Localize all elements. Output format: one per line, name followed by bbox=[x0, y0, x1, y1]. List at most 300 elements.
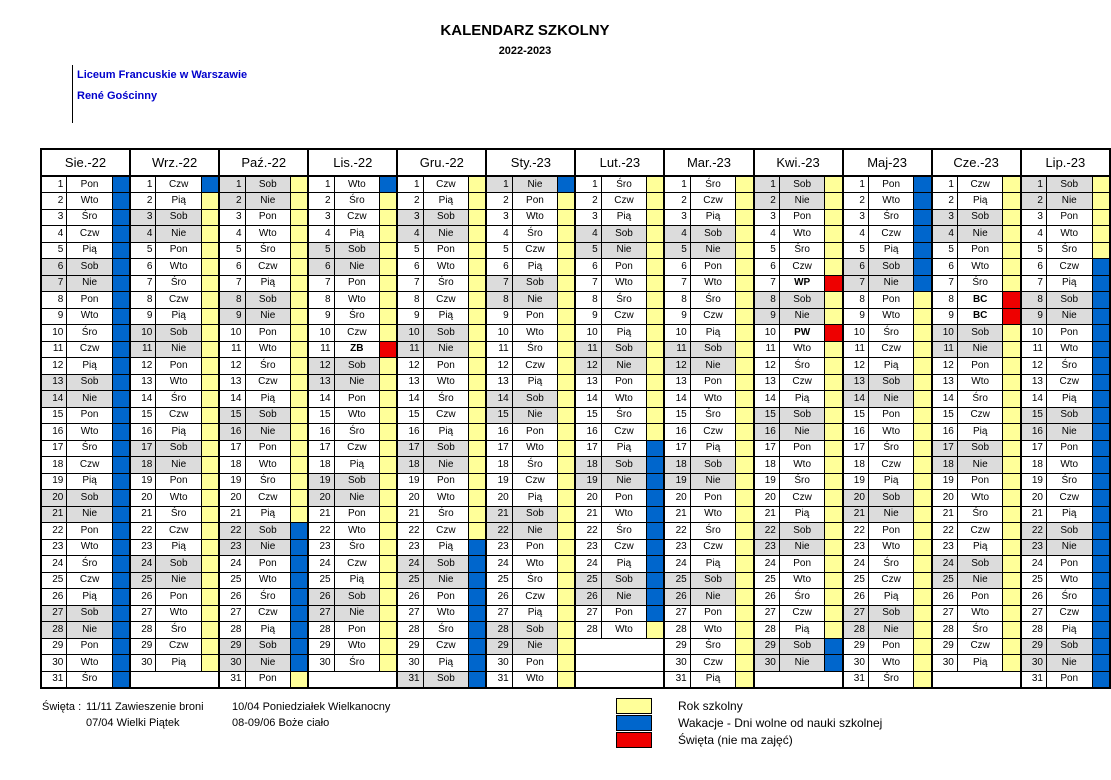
day-number: 3 bbox=[397, 209, 423, 226]
day-name: Pią bbox=[957, 193, 1003, 210]
day-row bbox=[41, 440, 1110, 457]
status-cell bbox=[380, 209, 398, 226]
day-name: Nie bbox=[423, 226, 469, 243]
day-number: 4 bbox=[1021, 226, 1047, 243]
day-name: Pon bbox=[690, 605, 736, 622]
month-header: Paź.-22 bbox=[219, 149, 308, 176]
status-cell bbox=[201, 226, 219, 243]
status-cell bbox=[112, 292, 130, 309]
day-row bbox=[41, 275, 1110, 292]
day-name: Pon bbox=[957, 242, 1003, 259]
day-name: Nie bbox=[512, 638, 558, 655]
day-name: Czw bbox=[423, 407, 469, 424]
day-name: Nie bbox=[156, 457, 202, 474]
day-number: 7 bbox=[1021, 275, 1047, 292]
status-cell bbox=[201, 209, 219, 226]
day-name: Wto bbox=[334, 638, 380, 655]
day-name: Pią bbox=[512, 259, 558, 276]
day-number: 4 bbox=[664, 226, 690, 243]
day-number: 10 bbox=[932, 325, 958, 342]
status-cell bbox=[201, 407, 219, 424]
day-number: 26 bbox=[486, 589, 512, 606]
day-number: 29 bbox=[932, 638, 958, 655]
day-number: 7 bbox=[41, 275, 67, 292]
day-number: 1 bbox=[130, 176, 156, 193]
day-number: 21 bbox=[41, 506, 67, 523]
day-name: Śro bbox=[957, 275, 1003, 292]
day-name: Wto bbox=[957, 490, 1003, 507]
status-cell bbox=[914, 622, 932, 639]
status-cell bbox=[1092, 671, 1110, 688]
day-name: Nie bbox=[601, 589, 647, 606]
status-cell bbox=[380, 341, 398, 358]
day-number: 30 bbox=[397, 655, 423, 672]
day-number: 20 bbox=[754, 490, 780, 507]
status-cell bbox=[1092, 407, 1110, 424]
day-name: Śro bbox=[1046, 589, 1092, 606]
day-name: Pią bbox=[512, 374, 558, 391]
day-number: 10 bbox=[664, 325, 690, 342]
status-cell bbox=[736, 457, 754, 474]
day-number: 4 bbox=[219, 226, 245, 243]
status-cell bbox=[291, 391, 309, 408]
day-name: Wto bbox=[1046, 572, 1092, 589]
day-number: 27 bbox=[308, 605, 334, 622]
day-number: 20 bbox=[1021, 490, 1047, 507]
day-number: 6 bbox=[664, 259, 690, 276]
day-number: 28 bbox=[754, 622, 780, 639]
status-cell bbox=[469, 374, 487, 391]
day-number: 25 bbox=[664, 572, 690, 589]
day-name: Pon bbox=[423, 358, 469, 375]
day-name: Śro bbox=[245, 358, 291, 375]
day-name: Pon bbox=[245, 440, 291, 457]
day-name: Sob bbox=[67, 605, 113, 622]
status-cell bbox=[914, 226, 932, 243]
day-number: 8 bbox=[308, 292, 334, 309]
status-cell bbox=[1092, 374, 1110, 391]
status-cell bbox=[1003, 226, 1021, 243]
day-number: 1 bbox=[575, 176, 601, 193]
day-name: Sob bbox=[779, 407, 825, 424]
status-cell bbox=[1003, 523, 1021, 540]
status-cell bbox=[112, 391, 130, 408]
day-name: Pon bbox=[67, 407, 113, 424]
day-name: Pią bbox=[156, 539, 202, 556]
day-number: 17 bbox=[754, 440, 780, 457]
status-cell bbox=[291, 457, 309, 474]
day-row bbox=[41, 424, 1110, 441]
day-name: Czw bbox=[957, 407, 1003, 424]
day-name: Sob bbox=[423, 556, 469, 573]
day-number: 19 bbox=[308, 473, 334, 490]
day-name: Pon bbox=[512, 308, 558, 325]
day-number: 15 bbox=[41, 407, 67, 424]
day-number: 15 bbox=[219, 407, 245, 424]
day-number: 8 bbox=[1021, 292, 1047, 309]
day-row bbox=[41, 407, 1110, 424]
status-cell bbox=[736, 556, 754, 573]
day-number: 1 bbox=[664, 176, 690, 193]
status-cell bbox=[558, 193, 576, 210]
day-name: Czw bbox=[868, 341, 913, 358]
day-number: 23 bbox=[843, 539, 869, 556]
status-cell bbox=[914, 325, 932, 342]
day-name: Śro bbox=[779, 473, 825, 490]
day-name: Śro bbox=[512, 572, 558, 589]
day-number: 17 bbox=[932, 440, 958, 457]
day-name: Pią bbox=[67, 242, 113, 259]
day-number: 17 bbox=[308, 440, 334, 457]
day-number: 1 bbox=[843, 176, 869, 193]
day-name: Wto bbox=[868, 424, 913, 441]
day-row bbox=[41, 622, 1110, 639]
school-name: Liceum Francuskie w Warszawie bbox=[77, 69, 248, 81]
empty-day-cell bbox=[130, 671, 219, 688]
day-name: Pon bbox=[67, 292, 113, 309]
day-number: 14 bbox=[486, 391, 512, 408]
day-number: 7 bbox=[130, 275, 156, 292]
day-name: Śro bbox=[334, 308, 380, 325]
day-number: 16 bbox=[41, 424, 67, 441]
day-name: Nie bbox=[67, 622, 113, 639]
status-cell bbox=[914, 655, 932, 672]
status-cell bbox=[1003, 556, 1021, 573]
day-row bbox=[41, 490, 1110, 507]
status-cell bbox=[201, 589, 219, 606]
status-cell bbox=[558, 556, 576, 573]
day-name: Nie bbox=[601, 473, 647, 490]
day-name: Czw bbox=[868, 226, 913, 243]
status-cell bbox=[825, 523, 843, 540]
day-number: 3 bbox=[575, 209, 601, 226]
status-cell bbox=[201, 292, 219, 309]
status-cell bbox=[1003, 490, 1021, 507]
status-cell bbox=[647, 341, 665, 358]
status-cell bbox=[201, 605, 219, 622]
day-number: 9 bbox=[575, 308, 601, 325]
day-number: 22 bbox=[130, 523, 156, 540]
day-number: 16 bbox=[664, 424, 690, 441]
day-number: 28 bbox=[932, 622, 958, 639]
day-name: Śro bbox=[67, 325, 113, 342]
day-number: 19 bbox=[1021, 473, 1047, 490]
status-cell bbox=[291, 473, 309, 490]
day-name: Nie bbox=[512, 292, 558, 309]
status-cell bbox=[558, 209, 576, 226]
day-name: Śro bbox=[1046, 358, 1092, 375]
day-number: 14 bbox=[575, 391, 601, 408]
status-cell bbox=[469, 292, 487, 309]
status-cell bbox=[1003, 655, 1021, 672]
day-row bbox=[41, 308, 1110, 325]
day-number: 13 bbox=[486, 374, 512, 391]
day-row bbox=[41, 292, 1110, 309]
status-cell bbox=[380, 176, 398, 193]
day-name: Sob bbox=[690, 572, 736, 589]
status-cell bbox=[1092, 341, 1110, 358]
day-name: Pią bbox=[1046, 391, 1092, 408]
status-cell bbox=[1092, 473, 1110, 490]
status-cell bbox=[112, 374, 130, 391]
day-number: 12 bbox=[575, 358, 601, 375]
day-number: 13 bbox=[664, 374, 690, 391]
status-cell bbox=[825, 457, 843, 474]
day-name: Czw bbox=[690, 655, 736, 672]
status-cell bbox=[736, 539, 754, 556]
day-number: 21 bbox=[397, 506, 423, 523]
status-cell bbox=[201, 440, 219, 457]
day-name: Śro bbox=[67, 440, 113, 457]
day-name: Sob bbox=[156, 209, 202, 226]
day-name: Pią bbox=[334, 226, 380, 243]
day-number: 6 bbox=[486, 259, 512, 276]
day-number: 15 bbox=[843, 407, 869, 424]
day-name: Pią bbox=[245, 391, 291, 408]
day-number: 3 bbox=[308, 209, 334, 226]
status-cell bbox=[914, 506, 932, 523]
day-name: Śro bbox=[779, 358, 825, 375]
status-cell bbox=[736, 506, 754, 523]
status-cell bbox=[201, 473, 219, 490]
day-name: Pią bbox=[67, 358, 113, 375]
day-name: Śro bbox=[156, 275, 202, 292]
status-cell bbox=[825, 209, 843, 226]
day-row bbox=[41, 358, 1110, 375]
status-cell bbox=[291, 440, 309, 457]
day-number: 25 bbox=[308, 572, 334, 589]
day-name: Pią bbox=[512, 490, 558, 507]
day-name: Wto bbox=[156, 605, 202, 622]
day-name: Nie bbox=[1046, 424, 1092, 441]
holiday-label: BC bbox=[957, 292, 1003, 309]
day-name: Sob bbox=[690, 457, 736, 474]
day-number: 26 bbox=[41, 589, 67, 606]
day-name: Śro bbox=[779, 242, 825, 259]
day-name: Czw bbox=[601, 193, 647, 210]
day-row bbox=[41, 506, 1110, 523]
status-cell bbox=[825, 193, 843, 210]
day-name: Czw bbox=[423, 523, 469, 540]
status-cell bbox=[825, 374, 843, 391]
day-number: 19 bbox=[41, 473, 67, 490]
status-cell bbox=[736, 209, 754, 226]
status-cell bbox=[291, 556, 309, 573]
status-cell bbox=[736, 176, 754, 193]
day-name: Śro bbox=[957, 622, 1003, 639]
status-cell bbox=[825, 556, 843, 573]
day-name: Śro bbox=[156, 391, 202, 408]
status-cell bbox=[291, 523, 309, 540]
status-cell bbox=[914, 358, 932, 375]
day-number: 27 bbox=[664, 605, 690, 622]
status-cell bbox=[380, 622, 398, 639]
status-cell bbox=[1003, 622, 1021, 639]
status-cell bbox=[558, 638, 576, 655]
day-name: Sob bbox=[957, 325, 1003, 342]
status-cell bbox=[558, 440, 576, 457]
day-name: Czw bbox=[423, 638, 469, 655]
status-cell bbox=[736, 242, 754, 259]
day-number: 28 bbox=[308, 622, 334, 639]
status-cell bbox=[647, 242, 665, 259]
holiday-label: WP bbox=[779, 275, 825, 292]
day-number: 20 bbox=[486, 490, 512, 507]
day-name: Wto bbox=[245, 341, 291, 358]
day-number: 21 bbox=[130, 506, 156, 523]
status-cell bbox=[647, 209, 665, 226]
month-header-row bbox=[41, 149, 1110, 176]
status-cell bbox=[736, 226, 754, 243]
status-cell bbox=[1092, 556, 1110, 573]
status-cell bbox=[736, 308, 754, 325]
day-number: 6 bbox=[130, 259, 156, 276]
day-name: Sob bbox=[334, 358, 380, 375]
day-name: Nie bbox=[245, 424, 291, 441]
day-number: 28 bbox=[41, 622, 67, 639]
day-number: 20 bbox=[219, 490, 245, 507]
day-name: Nie bbox=[245, 193, 291, 210]
day-number: 21 bbox=[1021, 506, 1047, 523]
day-name: Pon bbox=[779, 556, 825, 573]
day-name: Pią bbox=[779, 391, 825, 408]
day-name: Śro bbox=[690, 638, 736, 655]
status-cell bbox=[1092, 358, 1110, 375]
empty-day-cell bbox=[754, 671, 843, 688]
month-header: Lut.-23 bbox=[575, 149, 664, 176]
day-number: 30 bbox=[486, 655, 512, 672]
day-name: Sob bbox=[423, 209, 469, 226]
day-name: Pon bbox=[1046, 325, 1092, 342]
day-name: Pon bbox=[245, 325, 291, 342]
day-number: 17 bbox=[575, 440, 601, 457]
day-number: 27 bbox=[486, 605, 512, 622]
status-cell bbox=[1003, 374, 1021, 391]
day-number: 16 bbox=[219, 424, 245, 441]
day-number: 11 bbox=[397, 341, 423, 358]
day-number: 10 bbox=[130, 325, 156, 342]
day-name: Pon bbox=[423, 242, 469, 259]
day-number: 22 bbox=[41, 523, 67, 540]
day-number: 19 bbox=[130, 473, 156, 490]
day-number: 24 bbox=[41, 556, 67, 573]
day-name: Nie bbox=[156, 341, 202, 358]
day-name: Wto bbox=[957, 259, 1003, 276]
day-name: Wto bbox=[245, 226, 291, 243]
day-name: Śro bbox=[334, 193, 380, 210]
day-name: Czw bbox=[245, 374, 291, 391]
status-cell bbox=[825, 358, 843, 375]
day-name: Śro bbox=[245, 473, 291, 490]
day-name: Sob bbox=[957, 440, 1003, 457]
day-name: Wto bbox=[690, 506, 736, 523]
day-row bbox=[41, 259, 1110, 276]
day-number: 28 bbox=[397, 622, 423, 639]
day-name: Śro bbox=[957, 506, 1003, 523]
day-number: 30 bbox=[308, 655, 334, 672]
status-cell bbox=[1092, 308, 1110, 325]
status-cell bbox=[112, 242, 130, 259]
day-number: 4 bbox=[41, 226, 67, 243]
status-cell bbox=[201, 424, 219, 441]
day-row bbox=[41, 176, 1110, 193]
day-number: 5 bbox=[486, 242, 512, 259]
day-name: Sob bbox=[512, 275, 558, 292]
day-name: Pon bbox=[868, 407, 913, 424]
day-name: Czw bbox=[690, 193, 736, 210]
status-cell bbox=[112, 605, 130, 622]
status-cell bbox=[1003, 209, 1021, 226]
day-name: Pią bbox=[423, 424, 469, 441]
day-name: Pon bbox=[67, 176, 113, 193]
school-patron: René Gościnny bbox=[77, 90, 158, 102]
day-number: 3 bbox=[754, 209, 780, 226]
day-number: 29 bbox=[130, 638, 156, 655]
day-name: Sob bbox=[1046, 292, 1092, 309]
day-number: 2 bbox=[219, 193, 245, 210]
day-name: Pon bbox=[512, 193, 558, 210]
day-number: 18 bbox=[932, 457, 958, 474]
day-name: Śro bbox=[512, 341, 558, 358]
status-cell bbox=[914, 473, 932, 490]
day-number: 22 bbox=[932, 523, 958, 540]
day-number: 19 bbox=[754, 473, 780, 490]
status-cell bbox=[201, 391, 219, 408]
status-cell bbox=[1092, 226, 1110, 243]
day-name: Pią bbox=[690, 671, 736, 688]
day-number: 18 bbox=[130, 457, 156, 474]
day-number: 17 bbox=[843, 440, 869, 457]
day-name: Pią bbox=[601, 325, 647, 342]
day-name: Czw bbox=[601, 539, 647, 556]
status-cell bbox=[469, 209, 487, 226]
day-name: Pon bbox=[601, 490, 647, 507]
day-name: Śro bbox=[512, 457, 558, 474]
day-number: 18 bbox=[41, 457, 67, 474]
day-number: 24 bbox=[219, 556, 245, 573]
day-number: 18 bbox=[575, 457, 601, 474]
status-cell bbox=[201, 341, 219, 358]
day-number: 7 bbox=[754, 275, 780, 292]
day-name: Czw bbox=[156, 523, 202, 540]
day-name: Wto bbox=[423, 259, 469, 276]
day-number: 11 bbox=[754, 341, 780, 358]
status-cell bbox=[291, 622, 309, 639]
day-name: Nie bbox=[868, 275, 913, 292]
status-cell bbox=[201, 275, 219, 292]
day-number: 27 bbox=[130, 605, 156, 622]
day-number: 11 bbox=[308, 341, 334, 358]
status-cell bbox=[201, 556, 219, 573]
day-name: Sob bbox=[601, 226, 647, 243]
day-number: 29 bbox=[308, 638, 334, 655]
status-cell bbox=[1092, 193, 1110, 210]
day-number: 16 bbox=[130, 424, 156, 441]
day-name: Wto bbox=[601, 622, 647, 639]
day-number: 2 bbox=[1021, 193, 1047, 210]
day-name: Nie bbox=[868, 622, 913, 639]
status-cell bbox=[380, 457, 398, 474]
day-name: Pon bbox=[690, 259, 736, 276]
day-name: Śro bbox=[690, 523, 736, 540]
day-number: 6 bbox=[397, 259, 423, 276]
day-name: Pon bbox=[334, 391, 380, 408]
month-header: Lis.-22 bbox=[308, 149, 397, 176]
day-number: 30 bbox=[843, 655, 869, 672]
day-number: 23 bbox=[664, 539, 690, 556]
day-name: Nie bbox=[779, 193, 825, 210]
day-number: 30 bbox=[932, 655, 958, 672]
